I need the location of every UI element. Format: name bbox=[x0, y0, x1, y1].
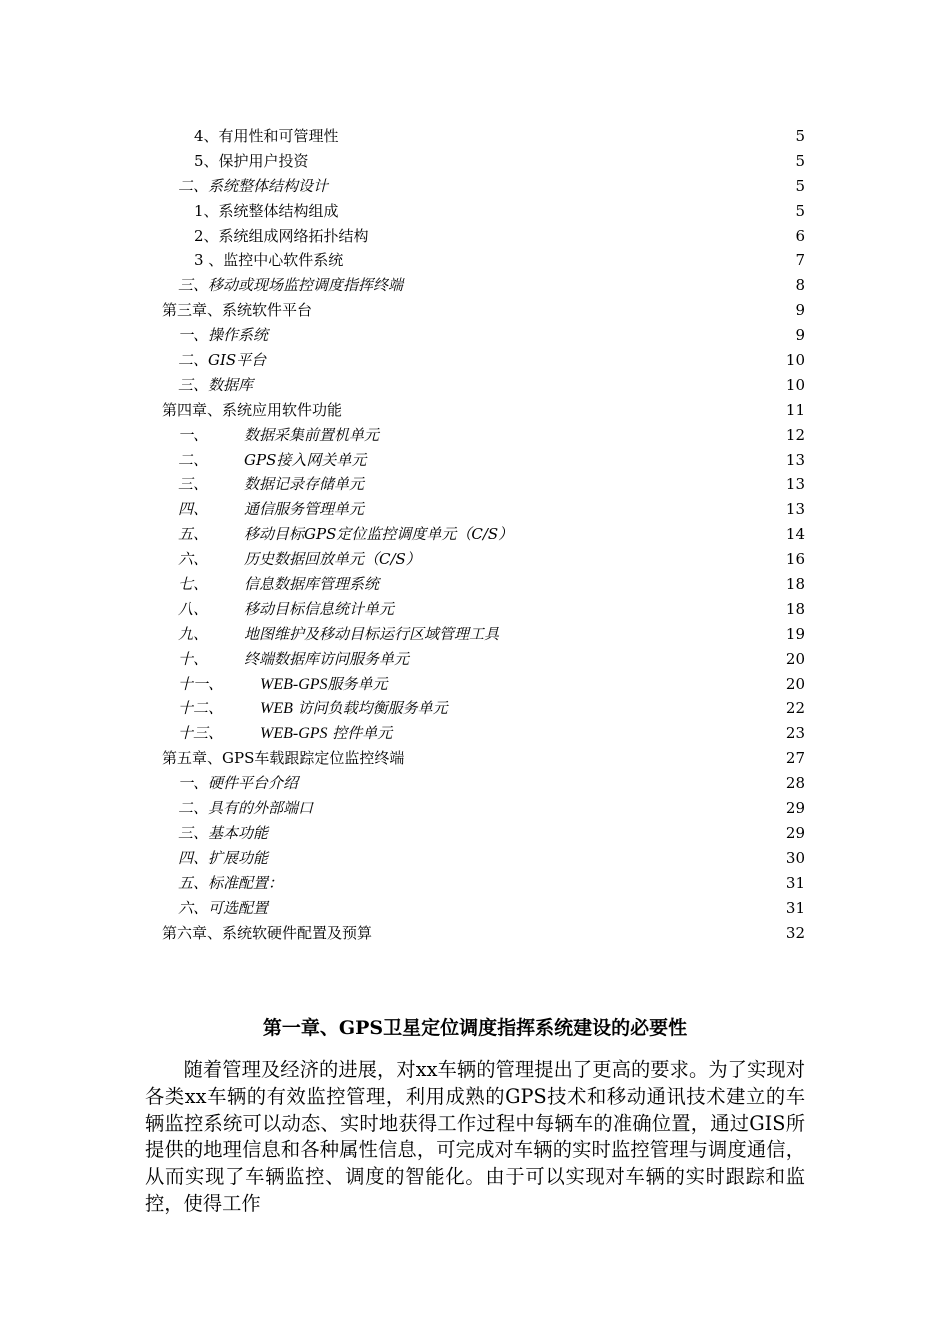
toc-row bbox=[0, 647, 950, 672]
toc-page-number: 5 bbox=[795, 151, 805, 170]
toc-entry-text: 二、系统整体结构设计 bbox=[178, 176, 329, 195]
toc-entry-text: 二、具有的外部端口 bbox=[178, 799, 314, 818]
toc-page-number: 10 bbox=[785, 351, 805, 370]
toc-page-number: 20 bbox=[785, 674, 805, 693]
toc-entry-text: 历史数据回放单元（C/S） bbox=[244, 550, 421, 569]
toc-page-number: 27 bbox=[785, 749, 805, 768]
toc-entry-number: 六、 bbox=[178, 550, 209, 569]
toc-entry-text: 4、有用性和可管理性 bbox=[194, 127, 339, 145]
toc-entry-text: 移动目标GPS定位监控调度单元（C/S） bbox=[244, 525, 514, 544]
toc-row bbox=[0, 497, 950, 522]
toc-entry-text: 三、数据库 bbox=[178, 375, 254, 394]
toc-page-number: 18 bbox=[785, 575, 805, 594]
toc-entry-text: 2、系统组成网络拓扑结构 bbox=[194, 226, 369, 245]
toc-row bbox=[0, 921, 950, 946]
toc-entry-text: 地图维护及移动目标运行区域管理工具 bbox=[244, 624, 500, 643]
toc-page-number: 20 bbox=[785, 649, 805, 668]
toc-entry-number: 八、 bbox=[178, 599, 209, 618]
toc-entry-text: 三、移动或现场监控调度指挥终端 bbox=[178, 276, 404, 295]
toc-row bbox=[0, 696, 950, 721]
toc-page-number: 32 bbox=[785, 923, 805, 942]
toc-entry-text: 一、操作系统 bbox=[178, 326, 269, 345]
toc-row bbox=[0, 721, 950, 746]
toc-entry-number: 十二、 bbox=[178, 699, 224, 718]
toc-row bbox=[0, 298, 950, 323]
toc-entry-text: 服务单元 bbox=[327, 674, 388, 693]
toc-entry-text: 信息数据库管理系统 bbox=[244, 575, 380, 594]
toc-page-number: 18 bbox=[785, 599, 805, 618]
toc-entry-text: 六、可选配置 bbox=[178, 898, 269, 917]
toc-row bbox=[0, 124, 950, 149]
toc-page-number: 10 bbox=[785, 375, 805, 394]
toc-page-number: 7 bbox=[795, 251, 805, 270]
toc-entry-text: 控件单元 bbox=[327, 724, 393, 743]
toc-page-number: 5 bbox=[795, 176, 805, 195]
toc-entry-text: 二、GIS平台 bbox=[178, 351, 267, 370]
body-paragraph: 随着管理及经济的进展，对xx车辆的管理提出了更高的要求。为了实现对各类xx车辆的有效监控管理，利用成熟的GPS技术和移动通讯技术建立的车辆监控系统可以动态、实时地获得工作过程中每辆车的准确位置，通过GIS所提供的地理信息和各种属性信息，可完成对车辆的实时监控管理与调度通信，从而实现了车辆监控、调度的智能化。由于可以实现对车辆的实时跟踪和监控，使得工作 bbox=[145, 1058, 805, 1215]
toc-page-number: 9 bbox=[795, 301, 805, 320]
toc-row bbox=[0, 771, 950, 796]
toc-page-number: 23 bbox=[785, 724, 805, 743]
toc-row bbox=[0, 423, 950, 448]
toc-row bbox=[0, 373, 950, 398]
toc-row bbox=[0, 522, 950, 547]
toc-entry-text: 第六章、系统软硬件配置及预算 bbox=[162, 923, 373, 942]
toc-row bbox=[0, 199, 950, 224]
toc-row bbox=[0, 821, 950, 846]
toc-page-number: 30 bbox=[785, 848, 805, 867]
toc-entry-text: 第五章、GPS车载跟踪定位监控终端 bbox=[162, 749, 405, 768]
toc-entry-text: 3 、监控中心软件系统 bbox=[194, 251, 344, 270]
toc-row bbox=[0, 448, 950, 473]
toc-row bbox=[0, 796, 950, 821]
toc-entry-text: 第三章、系统软件平台 bbox=[162, 301, 313, 320]
toc-entry-text: 五、标准配置： bbox=[178, 873, 284, 892]
toc-entry-text: 三、基本功能 bbox=[178, 823, 269, 842]
toc-row bbox=[0, 398, 950, 423]
toc-entry-text-latin: WEB-GPS bbox=[260, 725, 328, 743]
toc-page-number: 22 bbox=[785, 699, 805, 718]
toc-page-number: 31 bbox=[785, 898, 805, 917]
toc-entry-text: 四、扩展功能 bbox=[178, 848, 269, 867]
toc-entry-text: 一、硬件平台介绍 bbox=[178, 774, 299, 793]
toc-entry-number: 十一、 bbox=[178, 674, 224, 693]
toc-page-number: 13 bbox=[785, 475, 805, 494]
toc-entry-text-latin: WEB-GPS bbox=[260, 675, 328, 693]
toc-entry-number: 十、 bbox=[178, 649, 209, 668]
toc-entry-number: 十三、 bbox=[178, 724, 224, 743]
toc-row bbox=[0, 846, 950, 871]
toc-entry-text: 数据记录存储单元 bbox=[244, 475, 365, 494]
toc-row bbox=[0, 472, 950, 497]
toc-entry-number: 四、 bbox=[178, 500, 209, 519]
toc-entry-number: 九、 bbox=[178, 624, 209, 643]
toc-row bbox=[0, 224, 950, 249]
toc-page-number: 31 bbox=[785, 873, 805, 892]
toc-row bbox=[0, 746, 950, 771]
toc-entry-text: 数据采集前置机单元 bbox=[244, 425, 380, 444]
toc-row bbox=[0, 273, 950, 298]
toc-row bbox=[0, 547, 950, 572]
toc-row bbox=[0, 672, 950, 697]
toc-row bbox=[0, 248, 950, 273]
toc-page-number: 19 bbox=[785, 624, 805, 643]
chapter-title: 第一章、GPS卫星定位调度指挥系统建设的必要性 bbox=[262, 1017, 688, 1039]
toc-page-number: 5 bbox=[795, 127, 805, 145]
toc-row bbox=[0, 174, 950, 199]
table-of-contents bbox=[0, 124, 950, 945]
toc-row bbox=[0, 572, 950, 597]
toc-row bbox=[0, 871, 950, 896]
toc-page-number: 6 bbox=[795, 226, 805, 245]
toc-page-number: 13 bbox=[785, 500, 805, 519]
toc-row bbox=[0, 597, 950, 622]
toc-page-number: 28 bbox=[785, 774, 805, 793]
toc-page-number: 8 bbox=[795, 276, 805, 295]
toc-row bbox=[0, 896, 950, 921]
toc-entry-text: 移动目标信息统计单元 bbox=[244, 599, 395, 618]
toc-page-number: 16 bbox=[785, 550, 805, 569]
toc-page-number: 9 bbox=[795, 326, 805, 345]
toc-entry-number: 三、 bbox=[178, 475, 209, 494]
toc-entry-number: 一、 bbox=[178, 425, 209, 444]
toc-page-number: 11 bbox=[785, 400, 805, 419]
toc-entry-text: 访问负载均衡服务单元 bbox=[292, 699, 448, 718]
toc-row bbox=[0, 348, 950, 373]
toc-page-number: 12 bbox=[785, 425, 805, 444]
toc-entry-text: 第四章、系统应用软件功能 bbox=[162, 400, 343, 419]
toc-page-number: 14 bbox=[785, 525, 805, 544]
toc-entry-number: 五、 bbox=[178, 525, 209, 544]
toc-entry-text: GPS接入网关单元 bbox=[244, 450, 367, 469]
toc-entry-text: 5、保护用户投资 bbox=[194, 151, 309, 170]
toc-row bbox=[0, 622, 950, 647]
toc-entry-text: 终端数据库访问服务单元 bbox=[244, 649, 410, 668]
toc-entry-number: 二、 bbox=[178, 450, 209, 469]
toc-row bbox=[0, 323, 950, 348]
toc-page-number: 13 bbox=[785, 450, 805, 469]
toc-entry-text: 1、系统整体结构组成 bbox=[194, 201, 339, 220]
toc-page-number: 29 bbox=[785, 799, 805, 818]
toc-page-number: 29 bbox=[785, 823, 805, 842]
toc-entry-number: 七、 bbox=[178, 575, 209, 594]
toc-entry-text-latin: WEB bbox=[260, 700, 293, 718]
toc-entry-text: 通信服务管理单元 bbox=[244, 500, 365, 519]
toc-page-number: 5 bbox=[795, 201, 805, 220]
toc-row bbox=[0, 149, 950, 174]
